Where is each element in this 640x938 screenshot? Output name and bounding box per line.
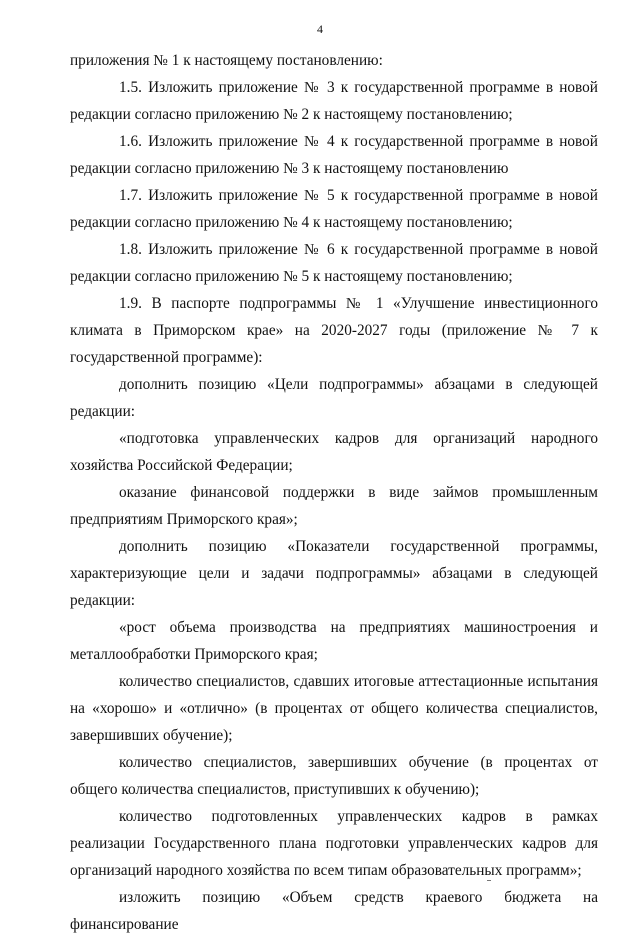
paragraph-item-1-6: 1.6. Изложить приложение № 4 к государственной программе в новой редакции согласно приложению № 3 к настоящему постановлению: [70, 133, 598, 177]
paragraph-indicator-production-growth: «рост объема производства на предприятиях машиностроения и металлообработки Приморского края;: [70, 619, 598, 663]
paragraph-item-1-5: 1.5. Изложить приложение № 3 к государственной программе в новой редакции согласно приложению № 2 к настоящему постановлению;: [70, 79, 598, 123]
paragraph-item-1-9: 1.9. В паспорте подпрограммы № 1 «Улучшение инвестиционного климата в Приморском крае» на 2020-2027 годы (приложение № 7 к государственной программе):: [70, 295, 598, 366]
paragraph-goal-management-training: «подготовка управленческих кадров для организаций народного хозяйства Российской Федерации;: [70, 430, 598, 474]
scan-mark: [487, 880, 491, 881]
paragraph-indicators-addition: дополнить позицию «Показатели государственной программы, характеризующие цели и задачи подпрограммы» абзацами в следующей редакции:: [70, 538, 598, 609]
paragraph-continuation: приложения № 1 к настоящему постановлению:: [70, 52, 383, 69]
paragraph-budget-position: изложить позицию «Объем средств краевого бюджета на финансирование: [70, 889, 598, 933]
paragraph-indicator-trained-managers: количество подготовленных управленческих кадров в рамках реализации Государственного плана подготовки управленческих кадров для организаций народного хозяйства по всем типам образовательных программ»;: [70, 808, 598, 879]
paragraph-goals-addition: дополнить позицию «Цели подпрограммы» абзацами в следующей редакции:: [70, 376, 598, 420]
paragraph-indicator-completion-rate: количество специалистов, завершивших обучение (в процентах от общего количества специалистов, приступивших к обучению);: [70, 754, 598, 798]
paragraph-goal-financial-support: оказание финансовой поддержки в виде займов промышленным предприятиям Приморского края»;: [70, 484, 598, 528]
page-number: 4: [317, 22, 323, 36]
paragraph-item-1-8: 1.8. Изложить приложение № 6 к государственной программе в новой редакции согласно приложению № 5 к настоящему постановлению;: [70, 241, 598, 285]
paragraph-indicator-exam-results: количество специалистов, сдавших итоговые аттестационные испытания на «хорошо» и «отлично» (в процентах от общего количества специалистов, завершивших обучение);: [70, 673, 598, 744]
paragraph-item-1-7: 1.7. Изложить приложение № 5 к государственной программе в новой редакции согласно приложению № 4 к настоящему постановлению;: [70, 187, 598, 231]
document-body: [70, 47, 598, 938]
